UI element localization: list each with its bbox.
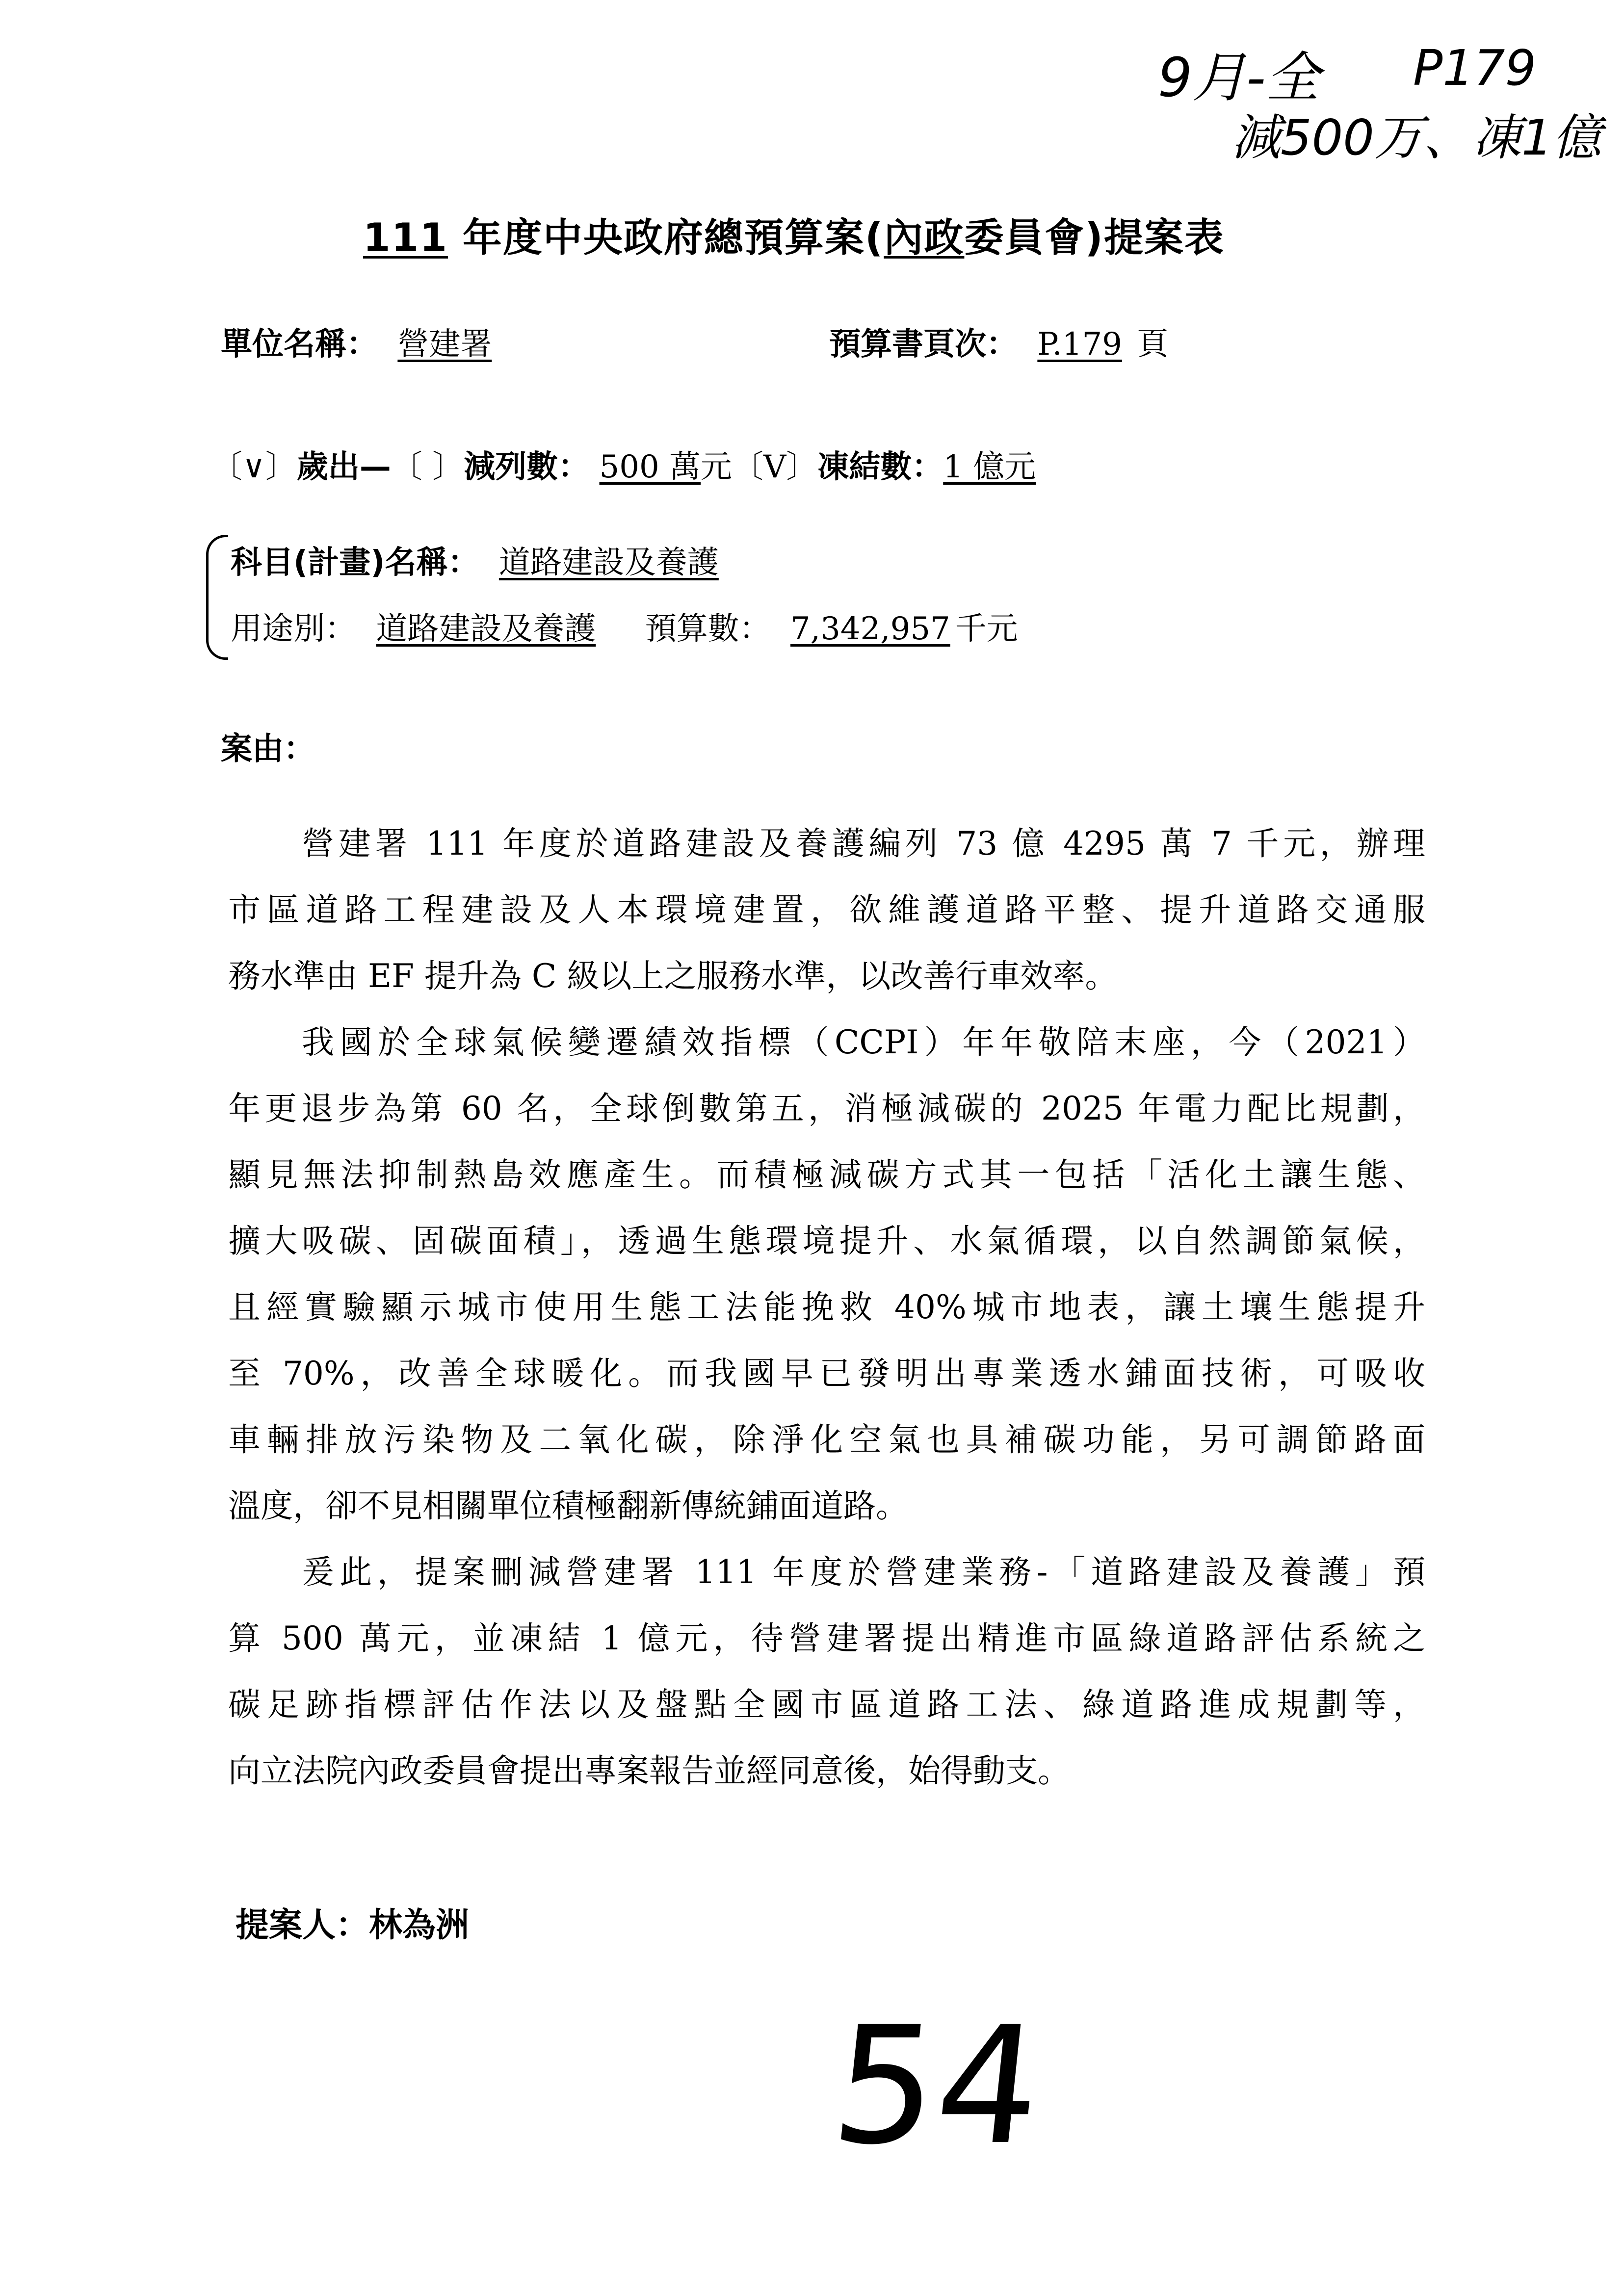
freeze-label: 凍結數： — [817, 449, 943, 485]
reason-line: 至 70%，改善全球暖化。而我國早已發明出專業透水鋪面技術，可吸收 — [228, 1355, 1425, 1392]
reason-line: 務水準由 EF 提升為 C 級以上之服務水準，以改善行車效率。 — [228, 957, 1118, 995]
reason-line: 碳足跡指標評估作法以及盤點全國市區道路工法、綠道路進成規劃等， — [228, 1686, 1425, 1723]
title-year: 111 — [363, 215, 448, 261]
proposer-name: 林為洲 — [369, 1906, 470, 1945]
subject-bracket — [206, 535, 228, 660]
unit-row — [221, 319, 521, 364]
budget-unit: 千元 — [955, 611, 1018, 647]
reason-line: 顯見無法抑制熱島效應產生。而積極減碳方式其一包括「活化土讓生態、 — [228, 1156, 1425, 1194]
proposer — [236, 1899, 469, 1946]
budget-value: 7,342,957 — [790, 611, 950, 647]
page-ref-value: P.179 — [1037, 326, 1122, 363]
freeze-value: 1 億元 — [943, 449, 1036, 485]
reduce-unit: 元 — [701, 449, 733, 485]
subject-value: 道路建設及養護 — [498, 545, 719, 581]
expense-checkbox[interactable]: 〔∨〕 — [211, 449, 297, 485]
unit-label: 單位名稱： — [221, 326, 378, 363]
handwritten-note-line1: 9月-全 — [1158, 46, 1320, 109]
usage-value: 道路建設及養護 — [376, 611, 596, 647]
title-mid: 年度中央政府總預算案( — [448, 215, 884, 261]
title-end: 委員會)提案表 — [964, 215, 1225, 261]
handwritten-page-ref: P179 — [1413, 39, 1537, 97]
usage-label: 用途別： — [231, 611, 356, 647]
page-ref-label: 預算書頁次： — [829, 326, 1018, 363]
handwritten-note-line2: 減500万、凍1億 — [1231, 109, 1602, 166]
freeze-checkbox[interactable]: 〔V〕 — [732, 449, 818, 485]
reason-line: 算 500 萬元，並凍結 1 億元，待營建署提出精進市區綠道路評估系統之 — [228, 1619, 1425, 1657]
reason-line: 溫度，卻不見相關單位積極翻新傳統鋪面道路。 — [228, 1487, 908, 1525]
reason-line: 市區道路工程建設及人本環境建置，欲維護道路平整、提升道路交通服 — [228, 891, 1425, 929]
reason-line: 擴大吸碳、固碳面積」，透過生態環境提升、水氣循環，以自然調節氣候， — [228, 1222, 1425, 1260]
checkbox-row — [211, 442, 1036, 487]
reduce-checkbox[interactable]: 〔 〕 — [391, 449, 464, 485]
reason-line: 車輛排放污染物及二氧化碳，除淨化空氣也具補碳功能，另可調節路面 — [228, 1421, 1425, 1459]
reduce-label: 減列數： — [464, 449, 590, 485]
reason-line: 營建署 111 年度於道路建設及養護編列 73 億 4295 萬 7 千元，辦理 — [302, 825, 1425, 862]
page-ref-row — [829, 319, 1168, 364]
page-ref-suffix: 頁 — [1137, 326, 1169, 363]
budget-label: 預算數： — [645, 611, 771, 647]
subject-row — [231, 537, 748, 582]
reduce-value: 500 萬 — [599, 449, 701, 485]
unit-value: 營建署 — [397, 326, 492, 363]
reason-line: 我國於全球氣候變遷績效指標（CCPI）年年敬陪末座，今（2021） — [302, 1023, 1425, 1061]
page-title — [363, 206, 1225, 262]
usage-row — [231, 603, 1018, 649]
reason-line: 年更退步為第 60 名，全球倒數第五，消極減碳的 2025 年電力配比規劃， — [228, 1090, 1425, 1127]
reason-line: 爰此，提案刪減營建署 111 年度於營建業務-「道路建設及養護」預 — [302, 1553, 1425, 1591]
handwritten-page-number: 54 — [824, 1992, 1050, 2180]
reason-heading: 案由： — [221, 731, 315, 767]
reason-line: 向立法院內政委員會提出專案報告並經同意後，始得動支。 — [228, 1752, 1070, 1790]
reason-line: 且經實驗顯示城市使用生態工法能挽救 40%城市地表，讓土壤生態提升 — [228, 1288, 1425, 1326]
proposer-label: 提案人： — [236, 1906, 369, 1945]
subject-label: 科目(計畫)名稱： — [231, 545, 479, 581]
expense-label: 歲出— — [296, 449, 391, 485]
title-committee: 內政 — [884, 215, 965, 261]
